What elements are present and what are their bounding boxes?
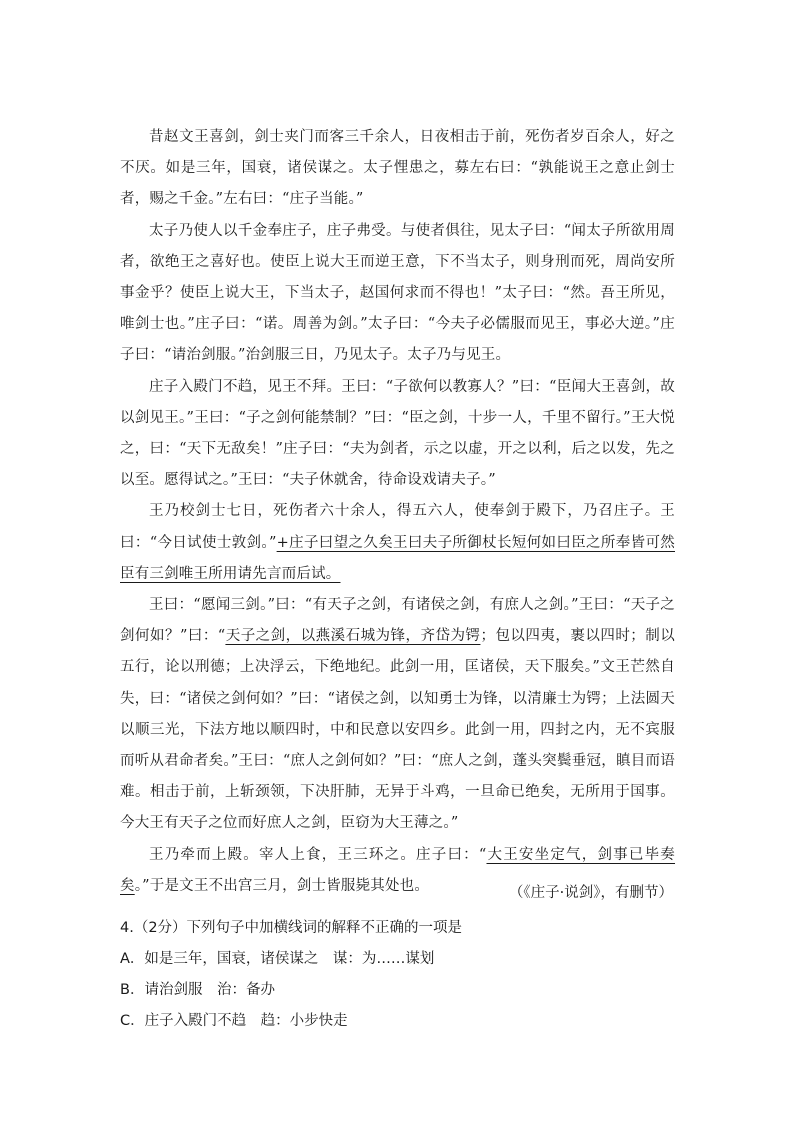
option-b: B．请治剑服 治：备办 bbox=[120, 982, 275, 998]
paragraph-5-underlined-text: 天子之剑，以燕溪石城为锋，齐岱为锷 bbox=[225, 628, 481, 645]
paragraph-4 bbox=[120, 496, 675, 590]
paragraph-1: 昔赵文王喜剑，剑士夹门而客三千余人，日夜相击于前，死伤者岁百余人，好之不厌。如是三年，国衰，诸侯谋之。太子悝患之，募左右曰：“孰能说王之意止剑士者，赐之千金。”左右曰：“庄子当能。” bbox=[120, 129, 675, 208]
option-c: C．庄子入殿门不趋 趋：小步快走 bbox=[120, 1013, 348, 1029]
paragraph-5-text-b: ；包以四夷，裹以四时；制以五行，论以刑德；上决浮云，下绝地纪。此剑一用，匡诸侯，天下服矣。”文王芒然自失，曰：“诸侯之剑何如？”曰：“诸侯之剑，以知勇士为锋，以清廉士为锷；上法圆天以顺三光，下法方地以顺四时，中和民意以安四乡。此剑一用，四封之内，无不宾服而听从君命者矣。”王曰：“庶人之剑何如？”曰：“庶人之剑，蓬头突鬓垂冠，瞋目而语难。相击于前，上斩颈领，下决肝肺，无异于斗鸡，一旦命已绝矣，无所用于国事。今大王有天子之位而好庶人之剑，臣窃为大王薄之。” bbox=[120, 628, 675, 832]
classical-chinese-passage bbox=[120, 122, 675, 902]
paragraph-6-text-a: 王乃牵而上殿。宰人上食，王三环之。庄子曰：“ bbox=[149, 846, 487, 863]
paragraph-4-text: 王乃校剑士七日，死伤者六十余人，得五六人，使奉剑于殿下，乃召庄子。王曰：“今日试使士敦剑。” bbox=[120, 503, 675, 551]
paragraph-4-underlined-text: +庄子曰望之久矣王曰夫子所御杖长短何如曰臣之所奉皆可然臣有三剑唯王所用请先言而后试。 bbox=[120, 534, 675, 582]
passage-source: （《庄子·说剑》，有删节） bbox=[508, 885, 673, 901]
paragraph-5-text-a: 王曰：“愿闻三剑。”曰：“有天子之剑，有诸侯之剑，有庶人之剑。”王曰：“天子之剑何如？”曰：“ bbox=[120, 597, 675, 645]
question-4 bbox=[120, 913, 680, 1037]
question-stem: 4.（2分）下列句子中加横线词的解释不正确的一项是 bbox=[120, 920, 463, 936]
paragraph-6-underlined-text: 大王安坐定气，剑事已毕奏矣 bbox=[120, 846, 676, 894]
paragraph-5 bbox=[120, 590, 675, 840]
paragraph-6-text-b: 。”于是文王不出宫三月，剑士皆服毙其处也。 bbox=[134, 877, 430, 894]
option-a: A．如是三年，国衰，诸侯谋之 谋：为……谋划 bbox=[120, 951, 435, 967]
paragraph-3: 庄子入殿门不趋，见王不拜。王曰：“子欲何以教寡人？”曰：“臣闻大王喜剑，故以剑见王。”王曰：“子之剑何能禁制？”曰：“臣之剑，十步一人，千里不留行。”王大悦之，曰：“天下无敌矣！”庄子曰：“夫为剑者，示之以虚，开之以利，后之以发，先之以至。愿得试之。”王曰：“夫子休就舍，待命设戏请夫子。” bbox=[120, 378, 675, 489]
paragraph-2: 太子乃使人以千金奉庄子，庄子弗受。与使者俱往，见太子曰：“闻太子所欲用周者，欲绝王之喜好也。使臣上说大王而逆王意，下不当太子，则身刑而死，周尚安所事金乎？使臣上说大王，下当太子，赵国何求而不得也！”太子曰：“然。吾王所见，唯剑士也。”庄子曰：“诺。周善为剑。”太子曰：“今夫子必儒服而见王，事必大逆。”庄子曰：“请治剑服。”治剑服三日，乃见太子。太子乃与见王。 bbox=[120, 222, 675, 364]
